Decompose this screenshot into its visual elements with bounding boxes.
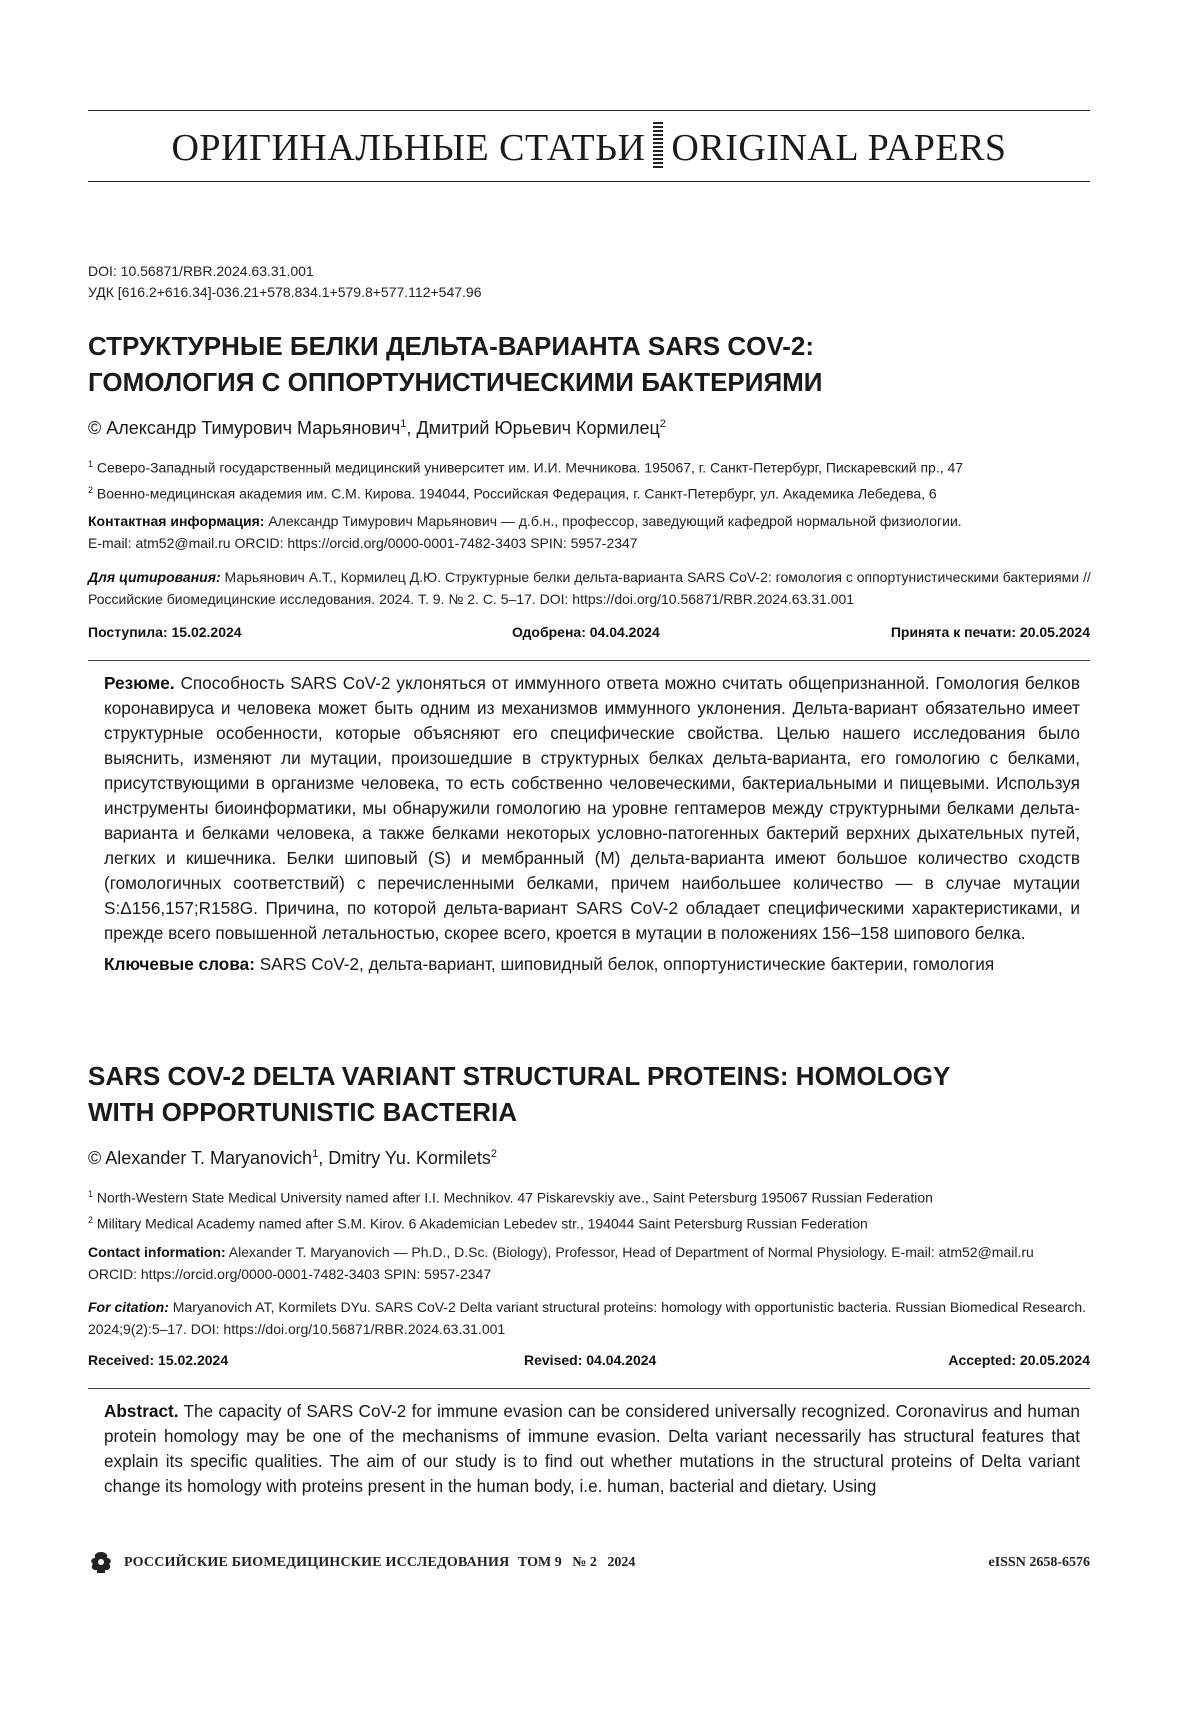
title-en-line1: SARS COV-2 DELTA VARIANT STRUCTURAL PROTEINS: HOMOLOGY [88,1061,951,1091]
abstract-text: Способность SARS CoV-2 уклоняться от иммунного ответа можно считать общепризнанной. Гомология белков коронавируса и человека может быть одним из механизмов иммунного уклонения. Дельта-вариант обязательно имеет структурные особенности, которые объясняют его специфические свойства. Целью нашего исследования было выяснить, изменяют ли мутации, произошедшие в структурных белках дельта-варианта, его гомологию с белками, присутствующими в организме человека, то есть собственно человеческими, бактериальными и пищевыми. Используя инструменты биоинформатики, мы обнаружили гомологию на уровне гептамеров между структурными белками дельта-варианта и белками человека, а также белками некоторых условно-патогенных бактерий верхних дыхательных путей, легких и кишечника. Белки шиповый (S) и мембранный (M) дельта-варианта имеют большое количество сходств (гомологичных соответствий) с перечисленными белками, причем наибольшее количество — в случае мутации S:Δ156,157;R158G. Причина, по которой дельта-вариант SARS CoV-2 обладает специфическими характеристиками, и прежде всего повышенной летальностью, скорее всего, кроется в мутации в положениях 156–158 шипового белка. [104,673,1080,943]
revised-date: Revised: 04.04.2024 [524,1352,657,1368]
citation-ru [88,566,1098,610]
title-en-line2: WITH OPPORTUNISTIC BACTERIA [88,1097,517,1127]
title-ru-line2: ГОМОЛОГИЯ С ОППОРТУНИСТИЧЕСКИМИ БАКТЕРИЯМИ [88,367,823,397]
citation-label: For citation: [88,1299,169,1315]
volume-issue: ТОМ 9 № 2 2024 [518,1555,636,1570]
author-2: Dmitry Yu. Kormilets [328,1148,491,1168]
issn: eISSN 2658-6576 [988,1555,1090,1570]
authors-en: © Alexander T. Maryanovich$^1$, Dmitry Yu. Kormilets$^2$ [88,1148,498,1168]
received-date: Поступила: 15.02.2024 [88,624,242,640]
contact-text: Александр Тимурович Марьянович — д.б.н., профессор, заведующий кафедрой нормальной физиологии. [268,513,962,529]
contact-en [88,1241,1098,1285]
journal-emblem-icon [88,1550,114,1576]
received-date: Received: 15.02.2024 [88,1352,229,1368]
author-1: Alexander T. Maryanovich [105,1148,313,1168]
header-top-rule [88,110,1090,111]
copyright-sign: © [88,418,102,438]
abstract-label: Резюме. [104,673,175,693]
contact-label: Contact information: [88,1244,226,1260]
author-1: Александр Тимурович Марьянович [106,418,401,438]
section-heading [88,122,1090,170]
doi: DOI: 10.56871/RBR.2024.63.31.001 [88,263,314,279]
citation-text: Maryanovich AT, Kormilets DYu. SARS CoV-2 Delta variant structural proteins: homology with opportunistic bacteria. Russian Biomedical Research. 2024;9(2):5–17. DOI: https://doi.org/10.56871/RBR.2024.63.31.001 [88,1299,1087,1337]
contact-line2: E-mail: atm52@mail.ru ORCID: https://orcid.org/0000-0001-7482-3403 SPIN: 5957-2347 [88,535,638,551]
affiliations-ru [88,453,1098,504]
contact-text: Alexander T. Maryanovich — Ph.D., D.Sc. (Biology), Professor, Head of Department of Normal Physiology. E-mail: atm52@mail.ru [228,1244,1034,1260]
keywords-label: Ключевые слова: [104,954,255,974]
section-separator [653,122,663,168]
section-heading-en: ORIGINAL PAPERS [671,127,1007,169]
accepted-date: Accepted: 20.05.2024 [948,1352,1090,1368]
udk: УДК [616.2+616.34]-036.21+578.834.1+579.8+577.112+547.96 [88,284,482,300]
keywords-ru [104,952,1080,977]
header-bottom-rule [88,181,1090,182]
section-heading-ru: ОРИГИНАЛЬНЫЕ СТАТЬИ [171,127,646,169]
abstract-text: The capacity of SARS CoV-2 for immune evasion can be considered universally recognized. Coronavirus and human protein homology may be one of the mechanisms of immune evasion. Delta variant necessarily has structural features that explain its specific qualities. The aim of our study is to find out whether mutations in the structural proteins of Delta variant change its homology with proteins present in the human body, i.e. human, bacterial and dietary. Using [104,1401,1080,1496]
copyright-sign: © [88,1148,102,1168]
title-ru-line1: СТРУКТУРНЫЕ БЕЛКИ ДЕЛЬТА-ВАРИАНТА SARS COV-2: [88,331,815,361]
accepted-date: Принята к печати: 20.05.2024 [890,624,1090,640]
abstract-label: Abstract. [104,1401,179,1421]
author-2: Дмитрий Юрьевич Кормилец [416,418,660,438]
page-footer [88,1550,1090,1576]
affiliation-2: $^2$ Military Medical Academy named after S.M. Kirov. 6 Akademician Lebedev str., 194044 Saint Petersburg Russian Federation [88,1214,868,1232]
journal-title: РОССИЙСКИЕ БИОМЕДИЦИНСКИЕ ИССЛЕДОВАНИЯ [124,1555,510,1570]
contact-line2: ORCID: https://orcid.org/0000-0001-7482-3403 SPIN: 5957-2347 [88,1266,492,1282]
title-ru [88,328,1088,400]
citation-label: Для цитирования: [88,569,221,585]
affiliation-1: $^1$ North-Western State Medical University named after I.I. Mechnikov. 47 Piskarevskiy ave., Saint Petersburg 195067 Russian Federation [88,1189,933,1206]
abstract-en [88,1388,1090,1499]
keywords-text: SARS CoV-2, дельта-вариант, шиповидный белок, оппортунистические бактерии, гомология [259,954,995,974]
citation-text: Марьянович А.Т., Кормилец Д.Ю. Структурные белки дельта-варианта SARS CoV-2: гомология с оппортунистическими бактериями // Российские биомедицинские исследования. 2024. Т. 9. № 2. С. 5–17. DOI: https://doi.org/10.56871/RBR.2024.63.31.001 [88,569,1091,607]
citation-en [88,1296,1098,1340]
affiliations-en [88,1183,1098,1234]
revised-date: Одобрена: 04.04.2024 [512,624,660,640]
title-en [88,1058,1088,1130]
affiliation-1: $^1$ Северо-Западный государственный медицинский университет им. И.И. Мечникова. 195067, г. Санкт-Петербург, Пискаревский пр., 47 [88,459,964,476]
authors-ru: © Александр Тимурович Марьянович$^1$, Дмитрий Юрьевич Кормилец$^2$ [88,418,666,438]
affiliation-2: $^2$ Военно-медицинская академия им. С.М. Кирова. 194044, Российская Федерация, г. Санкт-Петербург, ул. Академика Лебедева, 6 [88,484,937,502]
abstract-ru [88,660,1090,977]
contact-ru [88,510,1098,554]
contact-label: Контактная информация: [88,513,265,529]
